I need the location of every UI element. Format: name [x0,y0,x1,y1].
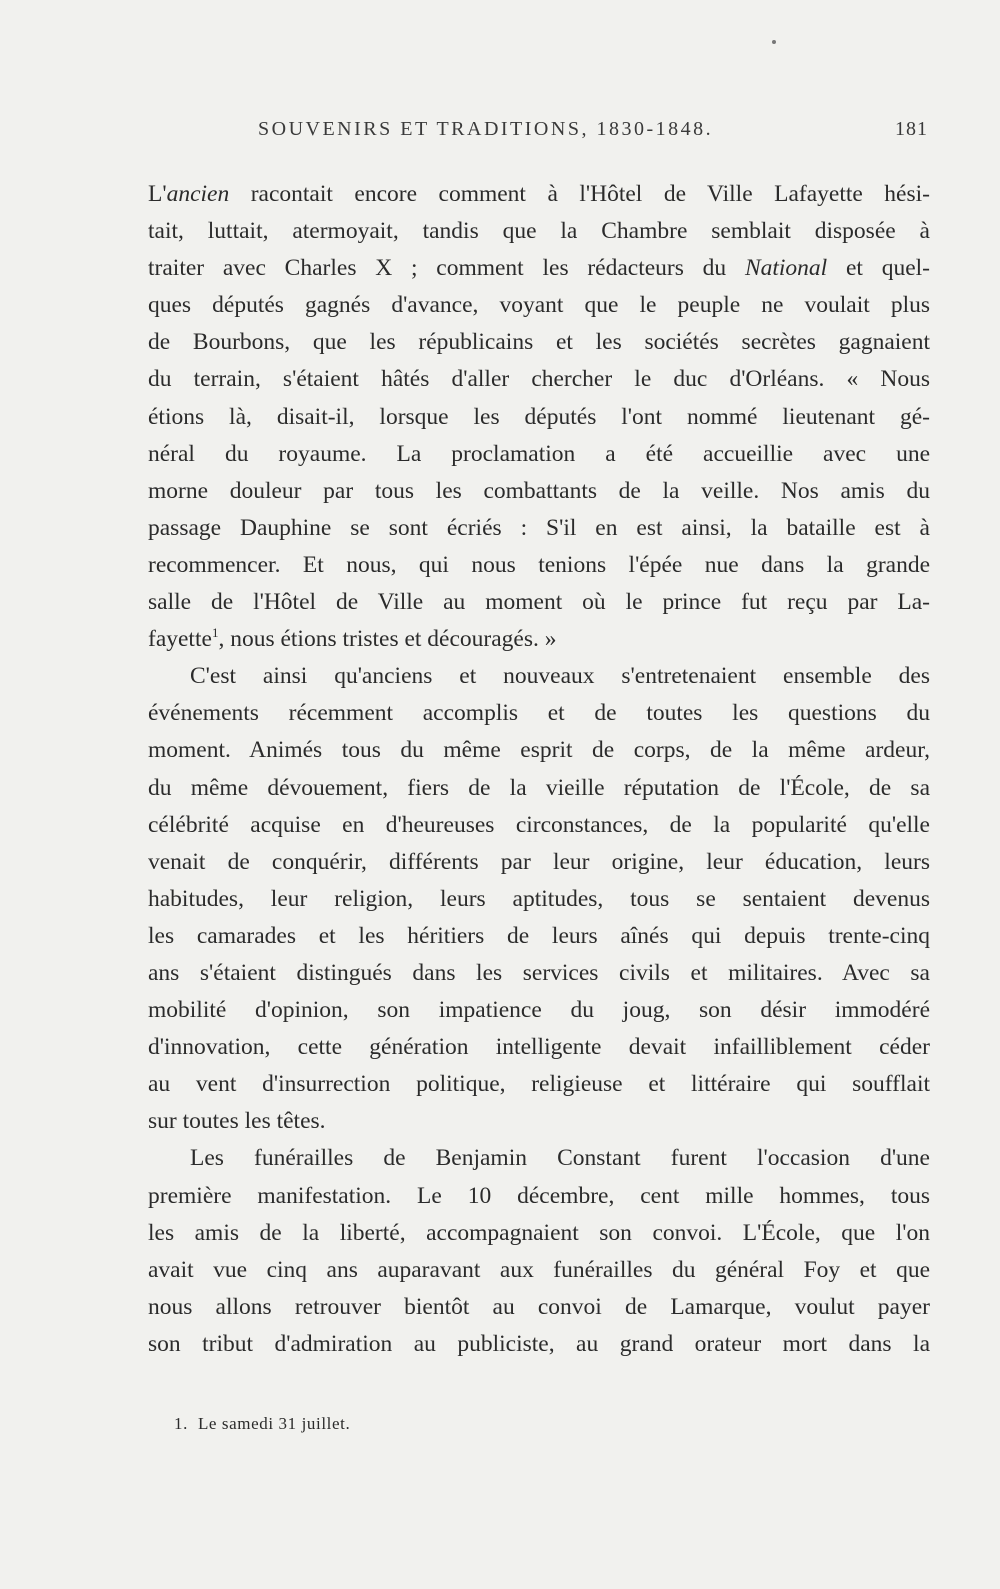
italic-word: ancien [166,181,230,207]
body-text [148,176,930,1363]
text-line: étions là, disait-il, lorsque les députés l'ont nommé lieutenant gé- [148,403,930,430]
text-line: Les funérailles de Benjamin Constant furent l'occasion d'une [190,1145,930,1172]
text-line: mobilité d'opinion, son impatience du joug, son désir immodéré [148,997,930,1024]
text-line: événements récemment accomplis et de toutes les questions du [148,700,930,727]
footnote-number: 1. [174,1414,188,1433]
italic-word: National [744,255,828,282]
text-line: au vent d'insurrection politique, religieuse et littéraire qui soufflait [148,1071,930,1098]
text-line: avait vue cinq ans auparavant aux funérailles du général Foy et que [148,1256,930,1283]
text-span: traiter avec Charles X ; comment les rédacteurs du [148,255,745,282]
text-line [148,621,930,658]
text-line: morne douleur par tous les combattants de la veille. Nos amis du [148,477,930,504]
text-line: passage Dauphine se sont écriés : S'il en est ainsi, la bataille est à [148,514,930,541]
text-line: ques députés gagnés d'avance, voyant que le peuple ne voulait plus [148,292,930,319]
text-span: racontait encore comment à l'Hôtel de Ville Lafayette hési- [229,181,930,207]
paper-speck [772,40,776,44]
text-span: et quel- [827,255,931,282]
text-line [148,176,930,213]
text-line: néral du royaume. La proclamation a été accueillie avec une [148,440,930,467]
text-span: L' [148,181,167,207]
text-line: les camarades et les héritiers de leurs aînés qui depuis trente-cinq [148,922,930,949]
text-line: moment. Animés tous du même esprit de corps, de la même ardeur, [148,737,930,764]
text-line: venait de conquérir, différents par leur origine, leur éducation, leurs [148,848,930,875]
page-number: 181 [895,118,928,140]
text-line: de Bourbons, que les républicains et les sociétés secrètes gagnaient [148,329,930,356]
running-title: SOUVENIRS ET TRADITIONS, 1830-1848. [258,118,714,140]
text-line: sur toutes les têtes. [148,1108,326,1135]
text-line: son tribut d'admiration au publiciste, au grand orateur mort dans la [148,1330,930,1357]
text-line: salle de l'Hôtel de Ville au moment où le prince fut reçu par La- [148,589,930,616]
text-line: nous allons retrouver bientôt au convoi de Lamarque, voulut payer [148,1293,930,1320]
text-line: du même dévouement, fiers de la vieille réputation de l'École, de sa [148,774,930,801]
text-line: C'est ainsi qu'anciens et nouveaux s'entretenaient ensemble des [190,663,930,690]
text-line: célébrité acquise en d'heureuses circonstances, de la popularité qu'elle [148,811,930,838]
footnote-text: Le samedi 31 juillet. [197,1414,351,1433]
text-line [148,250,930,287]
text-span: fayette [148,626,212,653]
running-header [148,118,928,148]
text-line: du terrain, s'étaient hâtés d'aller chercher le duc d'Orléans. « Nous [148,366,930,393]
text-line: tait, luttait, atermoyait, tandis que la Chambre semblait disposée à [148,218,930,245]
text-line: première manifestation. Le 10 décembre, cent mille hommes, tous [148,1182,930,1209]
text-line: habitudes, leur religion, leurs aptitudes, tous se sentaient devenus [148,885,930,912]
text-span: , nous étions tristes et découragés. » [218,626,557,653]
text-line: d'innovation, cette génération intelligente devait infailliblement céder [148,1034,930,1061]
text-line: les amis de la liberté, accompagnaient son convoi. L'École, que l'on [148,1219,930,1246]
text-line: recommencer. Et nous, qui nous tenions l'épée nue dans la grande [148,551,930,578]
footnote [174,1414,350,1434]
footnote-marker: 1 [211,625,219,641]
text-line: ans s'étaient distingués dans les services civils et militaires. Avec sa [148,959,930,986]
